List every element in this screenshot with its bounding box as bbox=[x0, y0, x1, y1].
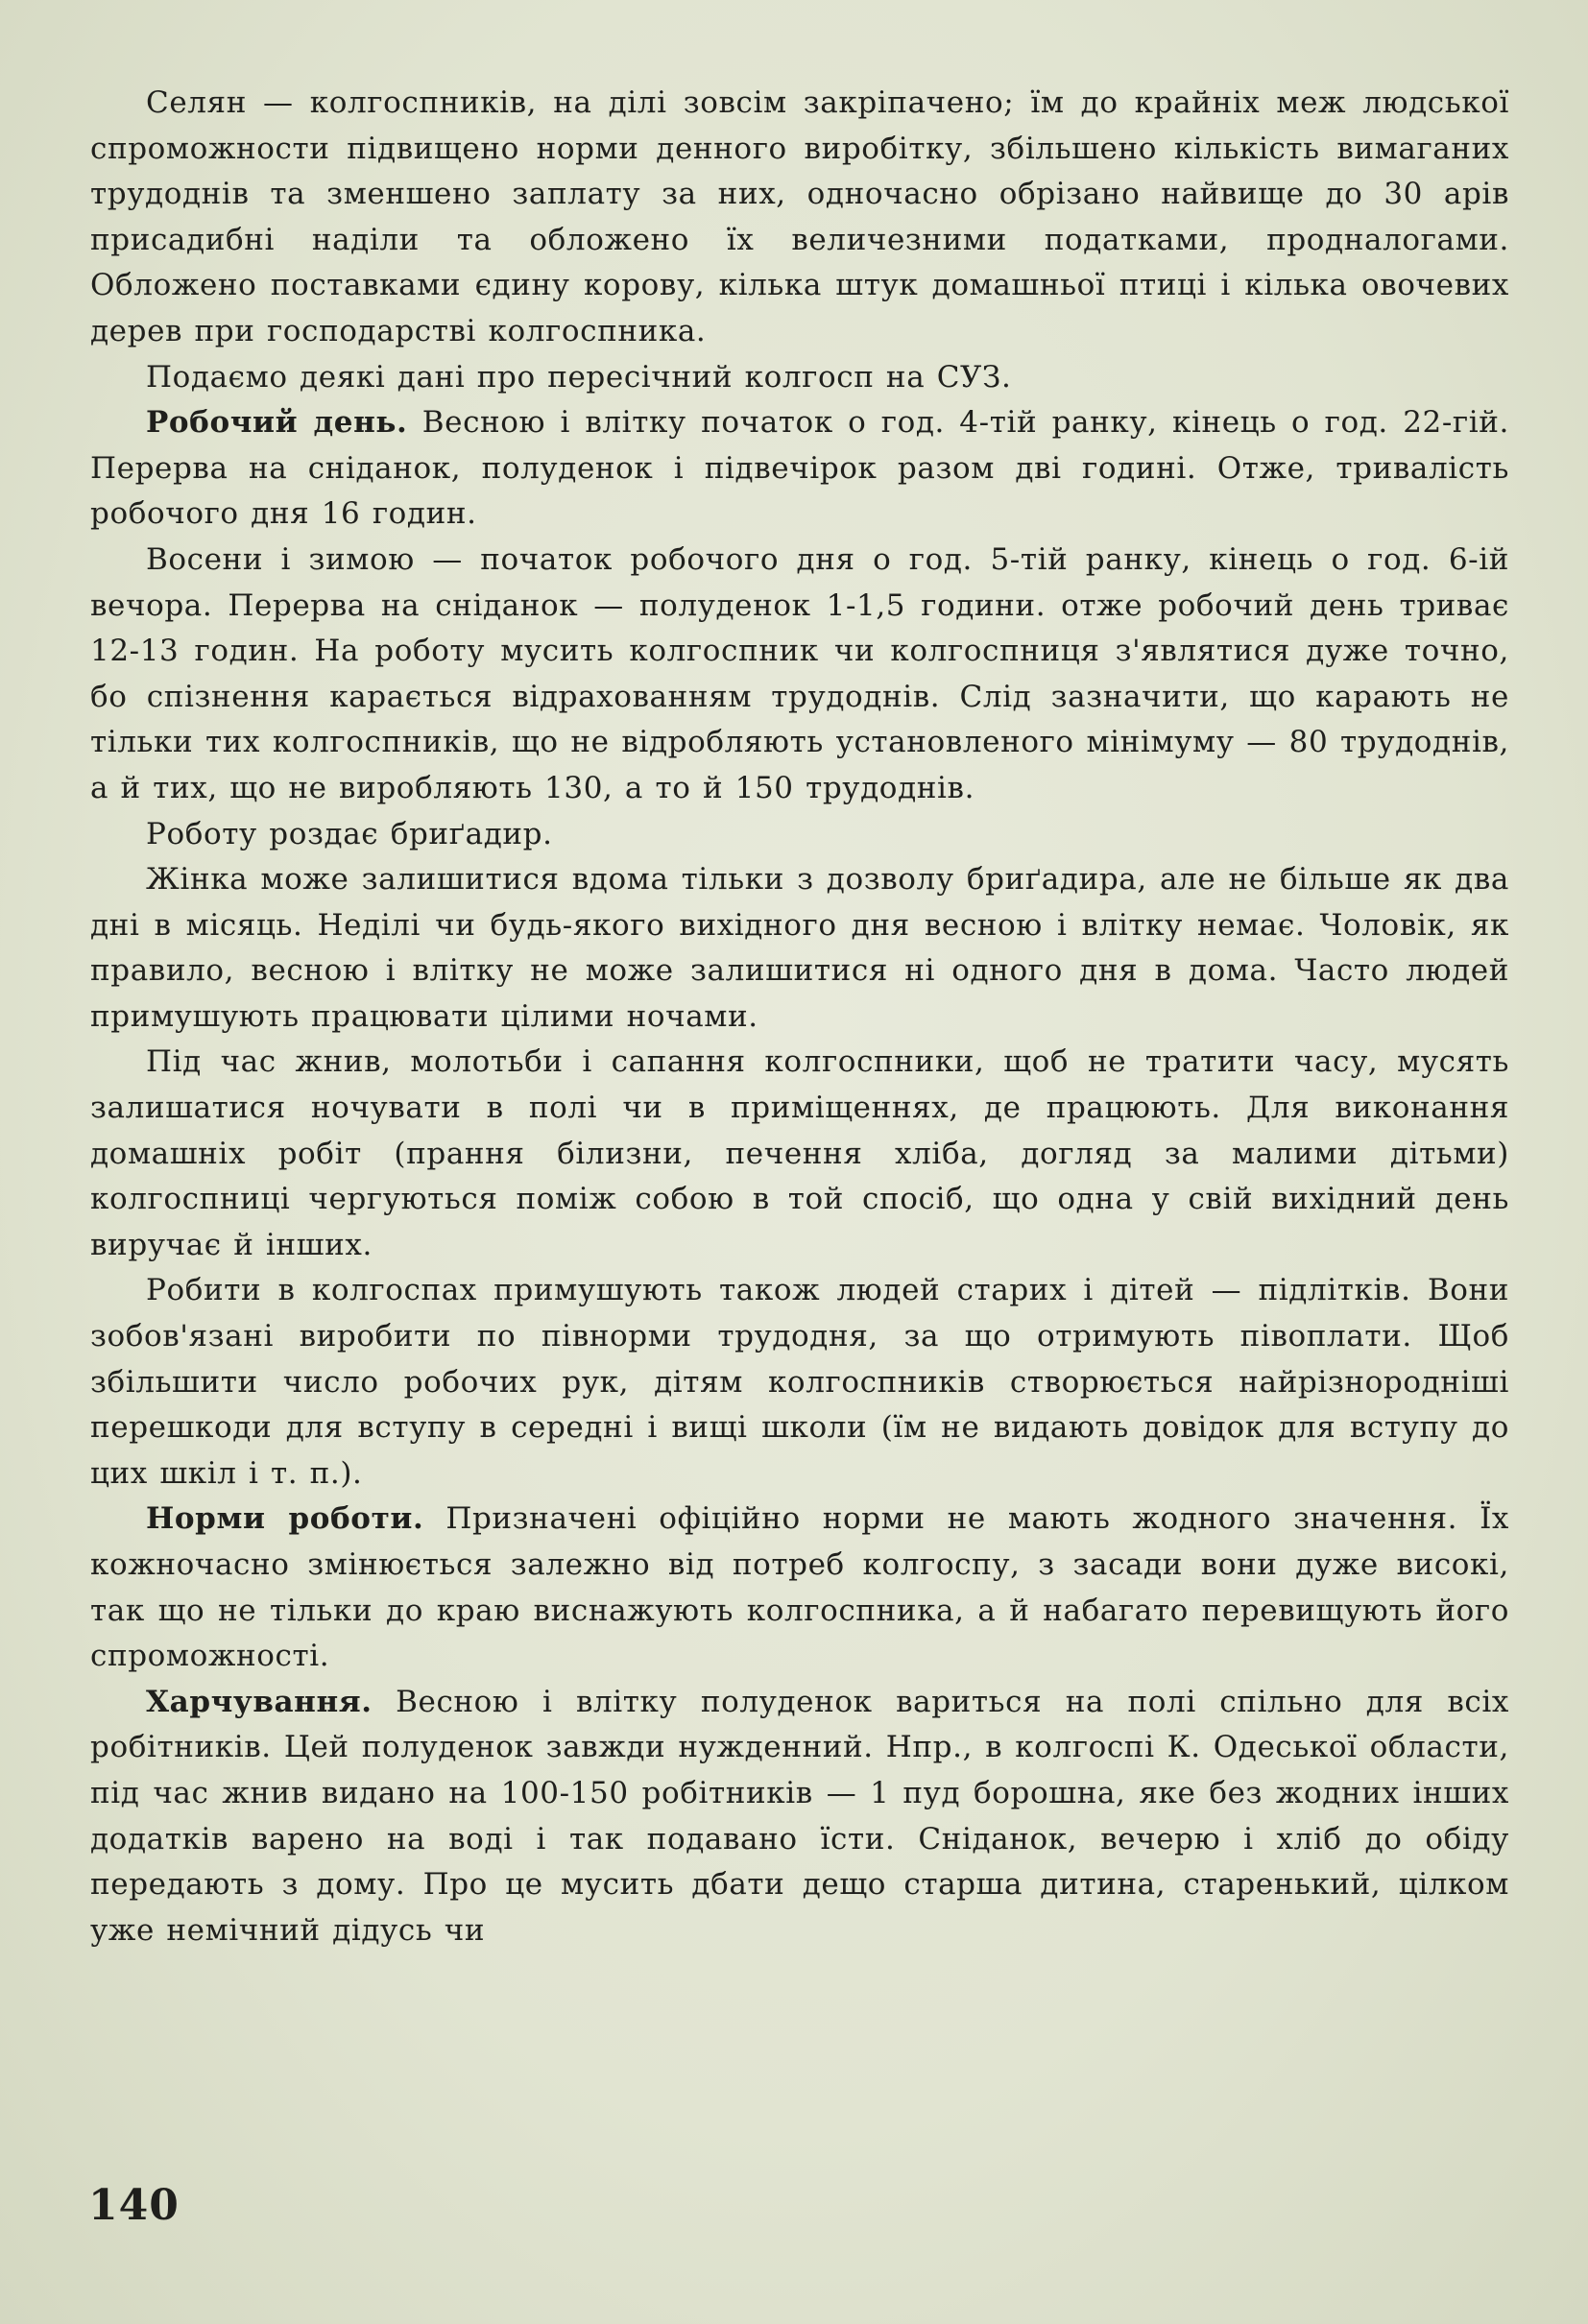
paragraph-8 bbox=[90, 1268, 1509, 1497]
paragraph-7 bbox=[90, 1040, 1509, 1268]
paragraph-2-text: Подаємо деякі дані про пересічний колгосп на СУЗ. bbox=[146, 359, 1012, 395]
page-number: 140 bbox=[88, 2181, 180, 2230]
paragraph-4-text: Восени і зимою — початок робочого дня о год. 5-тій ранку, кінець о год. 6-ій вечора. Перерва на сніданок — полуденок 1-1,5 години. отже робочий день триває 12-13 годин. На роботу мусить колгоспник чи колгоспниця з'являтися дуже точно, бо спізнення карається відрахованням трудоднів. Слід зазначити, що карають не тільки тих колгоспників, що не відробляють установленого мінімуму — 80 трудоднів, а й тих, що не виробляють 130, а то й 150 трудоднів. bbox=[90, 541, 1509, 805]
paragraph-9-text: Призначені офіційно норми не мають жодного значення. Їх кожночасно змінюється залежно від потреб колгоспу, з засади вони дуже високі, так що не тільки до краю виснажують колгоспника, а й набагато перевищують його спроможності. bbox=[90, 1501, 1509, 1674]
body-text bbox=[90, 81, 1509, 1953]
paragraph-1 bbox=[90, 81, 1509, 355]
paragraph-4 bbox=[90, 538, 1509, 812]
section-heading-work-norms: Норми роботи. bbox=[146, 1501, 424, 1537]
paragraph-10 bbox=[90, 1680, 1509, 1954]
section-heading-working-day: Робочий день. bbox=[146, 405, 408, 441]
paragraph-8-text: Робити в колгоспах примушують також людей старих і дітей — підлітків. Вони зобов'язані виробити по півнорми трудодня, за що отримують півоплати. Щоб збільшити число робочих рук, дітям колгоспників створюється найрізнородніші перешкоди для вступу в середні і вищі школи (їм не видають довідок для вступу до цих шкіл і т. п.). bbox=[90, 1273, 1509, 1491]
paragraph-3-text: Весною і влітку початок о год. 4-тій ранку, кінець о год. 22-гій. Перерва на сніданок, полуденок і підвечірок разом дві годині. Отже, тривалість робочого дня 16 годин. bbox=[90, 405, 1509, 532]
paragraph-6 bbox=[90, 857, 1509, 1040]
paragraph-5 bbox=[90, 812, 1509, 858]
paragraph-10-text: Весною і влітку полуденок вариться на полі спільно для всіх робітників. Цей полуденок завжди нужденний. Нпр., в колгоспі К. Одеської области, під час жнив видано на 100-150 робітників — 1 пуд борошна, яке без жодних інших додатків варено на воді і так подавано їсти. Сніданок, вечерю і хліб до обіду передають з дому. Про це мусить дбати дещо старша дитина, старенький, цілком уже немічний дідусь чи bbox=[90, 1684, 1509, 1948]
section-heading-nutrition: Харчування. bbox=[146, 1684, 373, 1719]
paragraph-3 bbox=[90, 400, 1509, 538]
paragraph-2 bbox=[90, 355, 1509, 401]
paragraph-5-text: Роботу роздає бриґадир. bbox=[146, 816, 553, 851]
paragraph-1-text: Селян — колгоспників, на ділі зовсім закріпачено; їм до крайніх меж людської спроможности підвищено норми денного виробітку, збільшено кількість вимаганих трудоднів та зменшено заплату за них, одночасно обрізано найвище до 30 арів присадибні наділи та обложено їх величезними податками, продналогами. Обложено поставками єдину корову, кілька штук домашньої птиці і кілька овочевих дерев при господарстві колгоспника. bbox=[90, 85, 1509, 348]
paragraph-7-text: Під час жнив, молотьби і сапання колгоспники, щоб не тратити часу, мусять залишатися ночувати в полі чи в приміщеннях, де працюють. Для виконання домашніх робіт (прання білизни, печення хліба, догляд за малими дітьми) колгоспниці чергуються поміж собою в той спосіб, що одна у свій вихідний день виручає й інших. bbox=[90, 1044, 1509, 1262]
paragraph-6-text: Жінка може залишитися вдома тільки з дозволу бриґадира, але не більше як два дні в місяць. Неділі чи будь-якого вихідного дня весною і влітку немає. Чоловік, як правило, весною і влітку не може залишитися ні одного дня в дома. Часто людей примушують працювати цілими ночами. bbox=[90, 862, 1509, 1034]
paragraph-9 bbox=[90, 1497, 1509, 1679]
